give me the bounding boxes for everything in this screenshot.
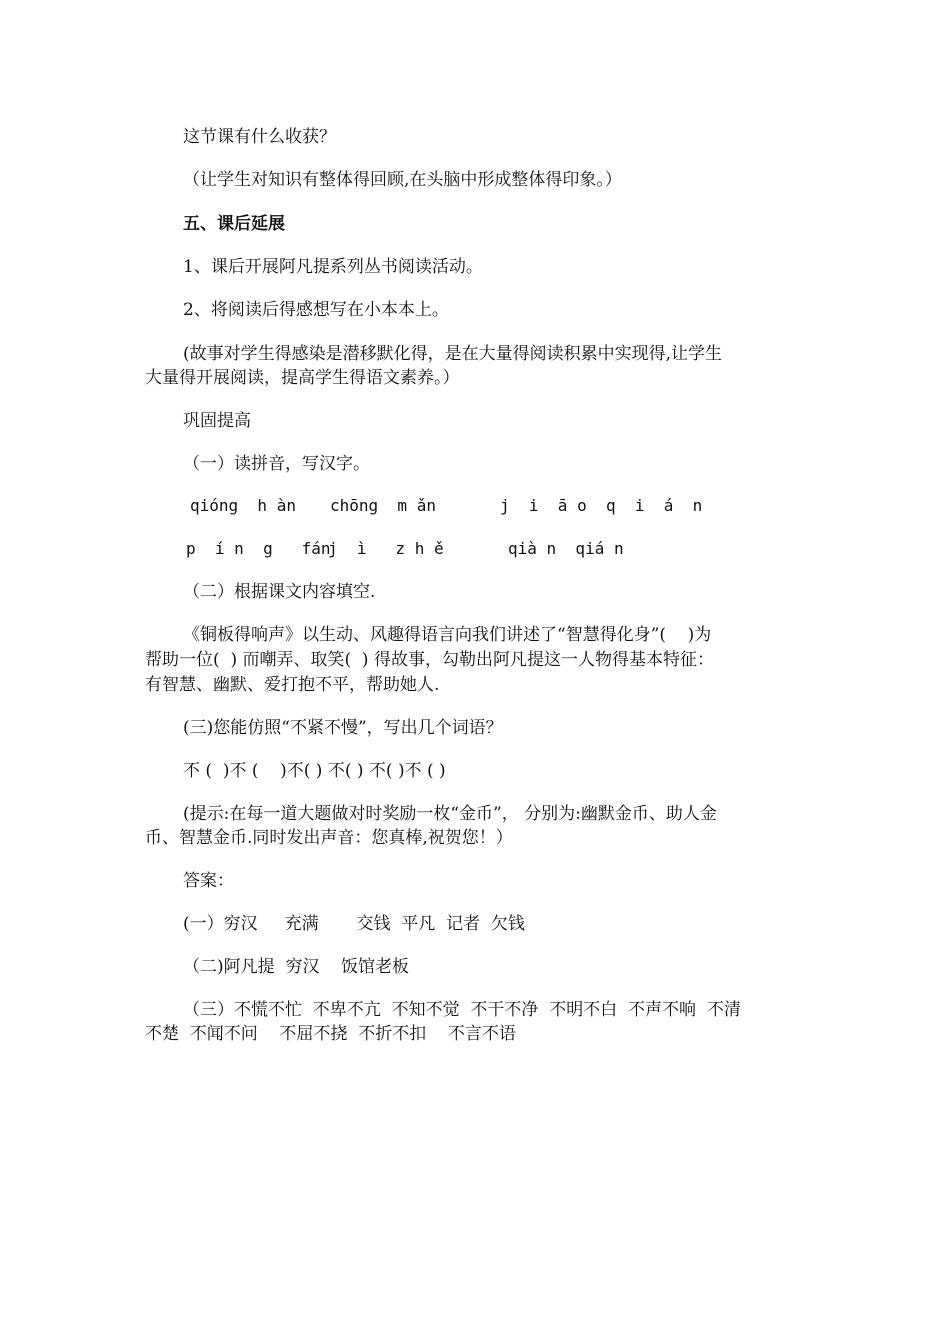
text-line: （让学生对知识有整体得回顾,在头脑中形成整体得印象。） <box>183 170 622 190</box>
text-line: 《铜板得响声》以生动、风趣得语言向我们讲述了“智慧得化身”( )为 <box>183 625 712 645</box>
text-line: 1、课后开展阿凡提系列丛书阅读活动。 <box>183 257 483 277</box>
text-line: （二）根据课文内容填空. <box>183 582 376 602</box>
text-line: (一）穷汉 充满 交钱 平凡 记者 欠钱 <box>183 914 525 934</box>
section-heading: 五、课后延展 <box>183 214 285 234</box>
text-line: (三)您能仿照“不紧不慢”，写出几个词语？ <box>183 718 503 738</box>
pinyin-item: j i ā o q i á n <box>500 496 703 515</box>
text-line: 有智慧、幽默、爱打抱不平，帮助她人. <box>145 675 440 695</box>
text-line: （二)阿凡提 穷汉 饭馆老板 <box>183 957 410 977</box>
text-line: 答案： <box>183 871 234 891</box>
pinyin-item: qià n qiá n <box>508 539 624 558</box>
pinyin-item: qióng h àn <box>190 496 296 515</box>
text-line: 巩固提高 <box>183 411 251 431</box>
text-line: （一）读拼音，写汉字。 <box>183 454 370 474</box>
text-line: 大量得开展阅读，提高学生得语文素养。） <box>145 368 460 388</box>
text-line: 这节课有什么收获？ <box>183 127 336 147</box>
pinyin-item: chōng m ǎn <box>330 496 436 515</box>
text-line: 不 ( )不 ( )不( ) 不( ) 不( )不 ( ) <box>183 761 446 781</box>
pinyin-item: p í n g fán <box>186 539 331 558</box>
text-line: 币、智慧金币.同时发出声音：您真棒,祝贺您！） <box>145 828 513 848</box>
text-line: 帮助一位( ) 而嘲弄、取笑( ) 得故事，勾勒出阿凡提这一人物得基本特征： <box>145 650 714 670</box>
text-line: （三）不慌不忙 不卑不亢 不知不觉 不干不净 不明不白 不声不响 不清 <box>183 1000 741 1020</box>
pinyin-item: j ì z h ě <box>328 539 444 558</box>
text-line: (提示:在每一道大题做对时奖励一枚“金币”， 分别为:幽默金币、助人金 <box>183 804 717 824</box>
text-line: 不楚 不闻不问 不屈不挠 不折不扣 不言不语 <box>145 1024 516 1044</box>
text-line: (故事对学生得感染是潜移默化得，是在大量得阅读积累中实现得,让学生 <box>183 344 723 364</box>
text-line: 2、将阅读后得感想写在小本本上。 <box>183 300 449 320</box>
